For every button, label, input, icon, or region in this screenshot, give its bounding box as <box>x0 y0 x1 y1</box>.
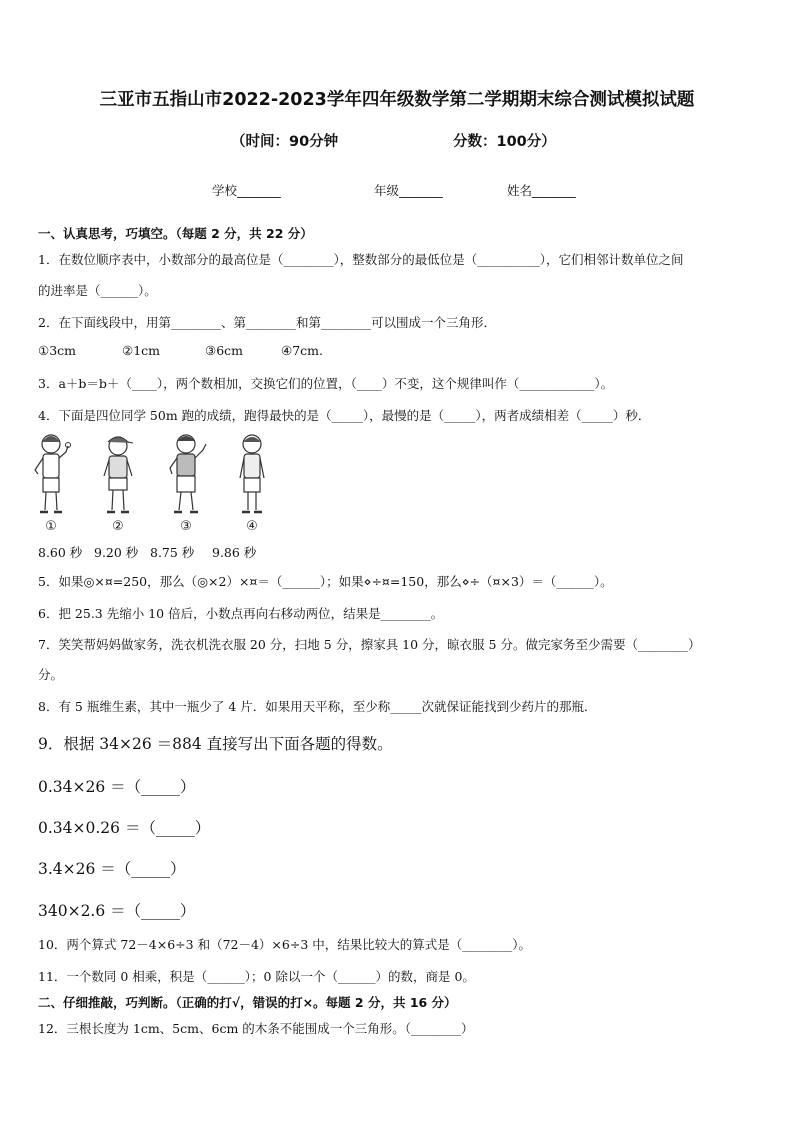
student-4-time: 9.86 秒 <box>212 545 257 560</box>
student-2-time: 9.20 秒 <box>94 545 139 560</box>
student-1-time: 8.60 秒 <box>38 545 83 560</box>
section-two-heading: 二、仔细推敲，巧判断。（正确的打√，错误的打×。每题 2 分，共 16 分） <box>38 995 457 1010</box>
question-9-item-3: 3.4×26 ＝（_____） <box>38 860 186 878</box>
question-2-option-3: ③6cm <box>205 343 244 358</box>
question-11: 11．一个数同 0 相乘，积是（______）；0 除以一个（______）的数，商是 0。 <box>38 969 475 984</box>
student-3-time: 8.75 秒 <box>150 545 195 560</box>
question-6: 6．把 25.3 先缩小 10 倍后，小数点再向右移动两位，结果是________。 <box>38 606 444 621</box>
boy-standing-icon <box>228 430 278 535</box>
question-9-item-4: 340×2.6 ＝（_____） <box>38 902 196 920</box>
exam-score: 分数：100分） <box>453 134 556 150</box>
student-figures <box>30 430 280 535</box>
student-3 <box>162 430 212 535</box>
question-2-option-1: ①3cm <box>38 343 77 358</box>
question-9: 9．根据 34×26 ＝884 直接写出下面各题的得数。 <box>38 735 393 753</box>
question-8: 8．有 5 瓶维生素，其中一瓶少了 4 片．如果用天平称，至少称_____次就保证能找到少药片的那瓶． <box>38 699 597 714</box>
student-1 <box>30 430 80 535</box>
school-field[interactable]: 学校_______ <box>212 183 281 198</box>
boy-thumbs-up-icon <box>30 430 80 535</box>
grade-field[interactable]: 年级_______ <box>374 183 443 198</box>
boy-with-cap-icon <box>95 430 145 535</box>
student-2 <box>95 430 145 535</box>
student-3-label: ③ <box>180 519 192 534</box>
name-field[interactable]: 姓名_______ <box>507 183 576 198</box>
question-3: 3．a＋b＝b＋（____），两个数相加，交换它们的位置，（____）不变，这个规律叫作（____________）。 <box>38 376 614 391</box>
question-1-line-2: 的进率是（______）。 <box>38 283 157 298</box>
question-12: 12．三根长度为 1cm、5cm、6cm 的木条不能围成一个三角形。（________） <box>38 1021 474 1036</box>
exam-time: （时间：90分钟 <box>231 134 339 150</box>
student-2-label: ② <box>112 519 124 534</box>
question-2: 2．在下面线段中，用第________、第________和第________可以围成一个三角形． <box>38 315 496 330</box>
student-4 <box>228 430 278 535</box>
question-2-option-2: ②1cm <box>122 343 161 358</box>
page-title: 三亚市五指山市2022-2023学年四年级数学第二学期期末综合测试模拟试题 <box>99 90 695 110</box>
question-5: 5．如果◎×¤=250，那么（◎×2）×¤＝（______）；如果⋄÷¤=150，那么⋄÷（¤×3）＝（______）。 <box>38 574 613 589</box>
question-2-option-4: ④7cm. <box>281 343 323 358</box>
question-9-item-1: 0.34×26 ＝（_____） <box>38 778 196 796</box>
question-10: 10．两个算式 72－4×6÷3 和（72－4）×6÷3 中，结果比较大的算式是（________）。 <box>38 937 532 952</box>
question-4: 4．下面是四位同学 50m 跑的成绩，跑得最快的是（_____），最慢的是（_____），两者成绩相差（_____）秒． <box>38 408 651 423</box>
question-7-line-1: 7．笑笑帮妈妈做家务，洗衣机洗衣服 20 分，扫地 5 分，擦家具 10 分，晾衣服 5 分。做完家务至少需要（________） <box>38 637 701 652</box>
student-4-label: ④ <box>246 519 258 534</box>
question-1-line-1: 1．在数位顺序表中，小数部分的最高位是（________），整数部分的最低位是（__________），它们相邻计数单位之间 <box>38 252 684 267</box>
question-9-item-2: 0.34×0.26 ＝（_____） <box>38 819 211 837</box>
boy-waving-icon <box>162 430 212 535</box>
question-7-line-2: 分。 <box>38 667 64 682</box>
section-one-heading: 一、认真思考，巧填空。（每题 2 分，共 22 分） <box>38 226 313 241</box>
student-1-label: ① <box>45 519 57 534</box>
